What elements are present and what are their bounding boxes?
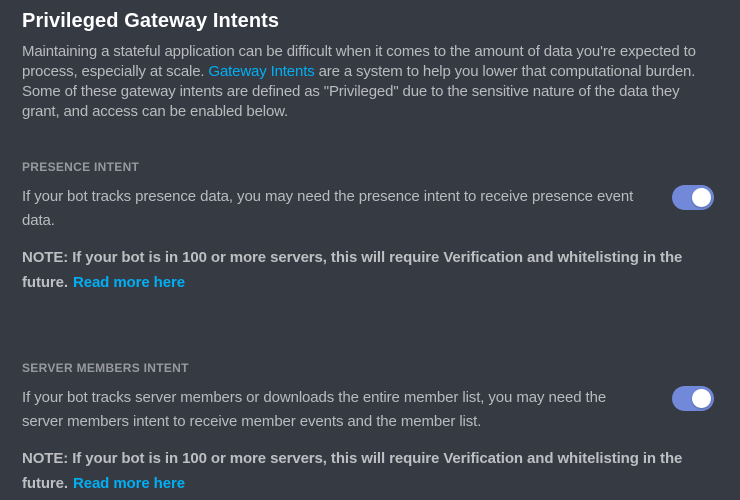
server-members-intent-note	[22, 446, 712, 496]
intro-paragraph	[22, 42, 714, 122]
privileged-gateway-intents-page	[22, 9, 714, 496]
presence-intent-description: If your bot tracks presence data, you may need the presence intent to receive presence event data.	[22, 188, 634, 229]
server-members-intent-label: SERVER MEMBERS INTENT	[22, 361, 189, 375]
presence-intent-toggle[interactable]	[672, 185, 714, 210]
presence-intent-section	[22, 160, 714, 295]
read-more-link[interactable]: Read more here	[72, 274, 185, 291]
intro-text-before-link: Maintaining a stateful application can be difficult when it comes to the amount of data you're expected to process, especially at scale.	[22, 43, 696, 80]
note-text: NOTE: If your bot is in 100 or more servers, this will require Verification and whitelisting in the future.	[22, 450, 683, 492]
intro-text-after-link: are a system to help you lower that computational burden. Some of these gateway intents are defined as "Privileged" due to the sensitive nature of the data they grant, and access can be enabled below.	[22, 63, 696, 120]
toggle-knob	[692, 389, 711, 408]
presence-intent-row	[22, 185, 714, 233]
gateway-intents-link[interactable]: Gateway Intents	[208, 63, 315, 80]
read-more-link[interactable]: Read more here	[72, 475, 185, 492]
server-members-intent-toggle[interactable]	[672, 386, 714, 411]
server-members-intent-description: If your bot tracks server members or downloads the entire member list, you may need the server members intent to receive member events and the member list.	[22, 389, 607, 430]
note-text: NOTE: If your bot is in 100 or more servers, this will require Verification and whitelisting in the future.	[22, 249, 683, 291]
presence-intent-note	[22, 245, 712, 295]
server-members-intent-section	[22, 361, 714, 496]
page-title: Privileged Gateway Intents	[22, 10, 280, 32]
presence-intent-label: PRESENCE INTENT	[22, 160, 140, 174]
server-members-intent-row	[22, 386, 714, 434]
toggle-knob	[692, 188, 711, 207]
